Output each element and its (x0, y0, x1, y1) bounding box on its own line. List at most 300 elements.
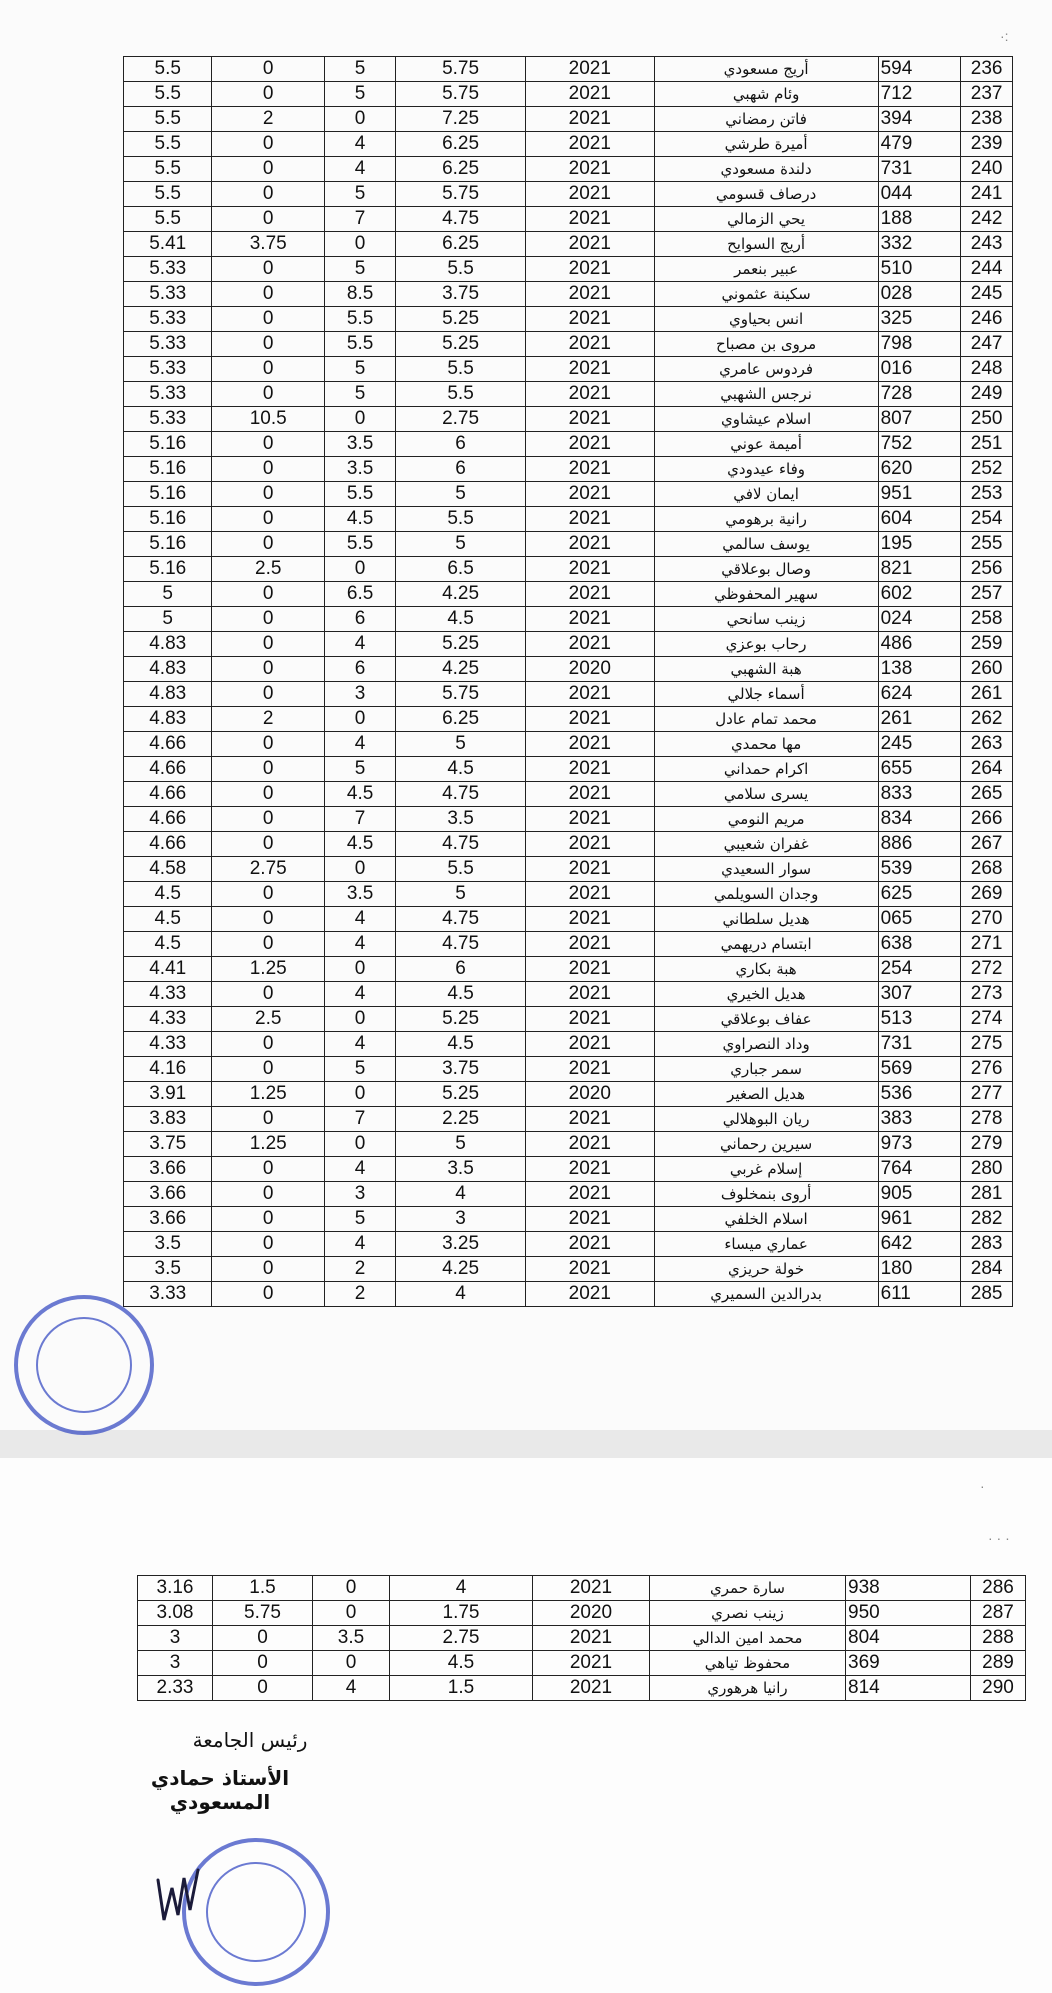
cell-avg: 5.5 (124, 132, 212, 157)
cell-c1: 4.25 (396, 1257, 526, 1282)
cell-name: ريان البوهلالي (654, 1107, 878, 1132)
cell-c2: 5 (324, 757, 395, 782)
cell-avg: 5.33 (124, 357, 212, 382)
cell-c3: 0 (212, 1232, 325, 1257)
university-stamp (14, 1295, 154, 1435)
cell-c3: 2.75 (212, 857, 325, 882)
cell-avg: 5.41 (124, 232, 212, 257)
cell-avg: 5 (124, 607, 212, 632)
cell-name: يوسف سالمي (654, 532, 878, 557)
cell-no: 260 (961, 657, 1013, 682)
cell-name: ابتسام دريهمي (654, 932, 878, 957)
cell-c1: 4.75 (396, 907, 526, 932)
cell-id: 833 (878, 782, 961, 807)
cell-c2: 5.5 (324, 332, 395, 357)
cell-avg: 5.33 (124, 257, 212, 282)
cell-c3: 0 (212, 582, 325, 607)
cell-id: 973 (878, 1132, 961, 1157)
cell-c3: 1.5 (213, 1576, 313, 1601)
cell-avg: 3 (138, 1626, 213, 1651)
cell-id: 804 (846, 1626, 971, 1651)
cell-year: 2021 (525, 982, 654, 1007)
cell-name: سارة حمري (650, 1576, 846, 1601)
cell-c2: 2 (324, 1282, 395, 1307)
footer-signatory-name: الأستاذ حمادي المسعودي (150, 1766, 290, 1814)
cell-id: 807 (878, 407, 961, 432)
table-row (124, 82, 1013, 107)
cell-no: 237 (961, 82, 1013, 107)
cell-c1: 5.25 (396, 1007, 526, 1032)
cell-c2: 3 (324, 1182, 395, 1207)
cell-c2: 4 (324, 982, 395, 1007)
table-row (124, 657, 1013, 682)
table-row (124, 1107, 1013, 1132)
cell-c3: 0 (212, 382, 325, 407)
cell-avg: 4.5 (124, 882, 212, 907)
cell-year: 2021 (525, 832, 654, 857)
cell-no: 267 (961, 832, 1013, 857)
table-row (124, 532, 1013, 557)
cell-avg: 5.16 (124, 432, 212, 457)
cell-c1: 5.5 (396, 507, 526, 532)
cell-c2: 5.5 (324, 482, 395, 507)
table-row (138, 1576, 1026, 1601)
table-row (124, 1282, 1013, 1307)
cell-no: 268 (961, 857, 1013, 882)
cell-c3: 0 (212, 507, 325, 532)
cell-id: 731 (878, 157, 961, 182)
cell-c2: 5 (324, 382, 395, 407)
speck-mark: · · · (988, 1530, 1010, 1546)
cell-year: 2021 (525, 532, 654, 557)
cell-id: 712 (878, 82, 961, 107)
cell-name: عبير بنعمر (654, 257, 878, 282)
cell-avg: 5.16 (124, 532, 212, 557)
cell-c3: 0 (212, 782, 325, 807)
cell-avg: 5.16 (124, 457, 212, 482)
cell-name: نرجس الشهبي (654, 382, 878, 407)
cell-avg: 4.58 (124, 857, 212, 882)
cell-c1: 5.75 (396, 57, 526, 82)
cell-c1: 3.5 (396, 1157, 526, 1182)
cell-c3: 0 (212, 757, 325, 782)
cell-no: 280 (961, 1157, 1013, 1182)
cell-year: 2021 (525, 682, 654, 707)
cell-year: 2021 (525, 757, 654, 782)
cell-c1: 5.5 (396, 357, 526, 382)
table-row (124, 182, 1013, 207)
cell-no: 283 (961, 1232, 1013, 1257)
cell-c3: 0 (212, 82, 325, 107)
cell-c1: 5.75 (396, 682, 526, 707)
cell-year: 2020 (533, 1601, 650, 1626)
cell-c1: 4.5 (396, 1032, 526, 1057)
cell-c1: 4.75 (396, 932, 526, 957)
cell-c1: 3.5 (396, 807, 526, 832)
cell-c2: 7 (324, 207, 395, 232)
cell-c1: 5 (396, 732, 526, 757)
cell-c1: 6.5 (396, 557, 526, 582)
cell-id: 642 (878, 1232, 961, 1257)
cell-id: 261 (878, 707, 961, 732)
table-row (124, 282, 1013, 307)
cell-id: 951 (878, 482, 961, 507)
table-row (124, 1157, 1013, 1182)
cell-no: 261 (961, 682, 1013, 707)
cell-avg: 3.5 (124, 1257, 212, 1282)
cell-c1: 5 (396, 482, 526, 507)
cell-c3: 1.25 (212, 957, 325, 982)
cell-no: 278 (961, 1107, 1013, 1132)
results-table-2 (137, 1575, 1026, 1701)
cell-name: دلندة مسعودي (654, 157, 878, 182)
cell-year: 2021 (525, 1207, 654, 1232)
cell-c1: 5.5 (396, 257, 526, 282)
cell-name: مريم النومي (654, 807, 878, 832)
cell-year: 2021 (525, 1007, 654, 1032)
cell-name: يسرى سلامي (654, 782, 878, 807)
cell-c2: 5 (324, 57, 395, 82)
table-row (124, 1132, 1013, 1157)
cell-c3: 0 (212, 282, 325, 307)
cell-id: 938 (846, 1576, 971, 1601)
cell-c2: 6 (324, 607, 395, 632)
cell-c3: 0 (212, 907, 325, 932)
cell-c2: 4 (324, 632, 395, 657)
cell-year: 2021 (525, 632, 654, 657)
cell-year: 2021 (525, 157, 654, 182)
cell-id: 638 (878, 932, 961, 957)
table-row (124, 57, 1013, 82)
cell-year: 2021 (525, 457, 654, 482)
cell-c2: 4 (324, 907, 395, 932)
cell-avg: 4.66 (124, 757, 212, 782)
cell-avg: 4.66 (124, 832, 212, 857)
cell-no: 285 (961, 1282, 1013, 1307)
cell-c3: 0 (212, 482, 325, 507)
table-row (124, 557, 1013, 582)
cell-no: 271 (961, 932, 1013, 957)
cell-c3: 2.5 (212, 557, 325, 582)
cell-name: إسلام غربي (654, 1157, 878, 1182)
cell-c2: 5 (324, 257, 395, 282)
cell-id: 821 (878, 557, 961, 582)
cell-name: هديل الخيري (654, 982, 878, 1007)
cell-c1: 4.5 (390, 1651, 533, 1676)
cell-c3: 0 (212, 57, 325, 82)
cell-year: 2021 (525, 57, 654, 82)
cell-c1: 6 (396, 957, 526, 982)
cell-avg: 4.33 (124, 982, 212, 1007)
cell-c1: 5.5 (396, 382, 526, 407)
cell-avg: 5.16 (124, 507, 212, 532)
cell-id: 044 (878, 182, 961, 207)
cell-name: سوار السعيدي (654, 857, 878, 882)
cell-no: 255 (961, 532, 1013, 557)
cell-no: 249 (961, 382, 1013, 407)
cell-id: 604 (878, 507, 961, 532)
cell-avg: 5.5 (124, 82, 212, 107)
cell-c2: 0 (324, 232, 395, 257)
cell-name: هديل سلطاني (654, 907, 878, 932)
cell-c2: 4.5 (324, 507, 395, 532)
cell-year: 2021 (525, 357, 654, 382)
cell-avg: 5.5 (124, 107, 212, 132)
cell-id: 834 (878, 807, 961, 832)
table-row (124, 107, 1013, 132)
cell-id: 539 (878, 857, 961, 882)
table-row (124, 457, 1013, 482)
cell-name: سهير المحفوظي (654, 582, 878, 607)
cell-no: 286 (971, 1576, 1026, 1601)
table-row (124, 632, 1013, 657)
cell-c3: 0 (212, 932, 325, 957)
cell-c2: 0 (324, 107, 395, 132)
cell-no: 242 (961, 207, 1013, 232)
cell-avg: 4.16 (124, 1057, 212, 1082)
cell-no: 257 (961, 582, 1013, 607)
cell-year: 2021 (525, 582, 654, 607)
cell-avg: 4.33 (124, 1032, 212, 1057)
cell-id: 814 (846, 1676, 971, 1701)
cell-c1: 6.25 (396, 232, 526, 257)
cell-c1: 5.25 (396, 307, 526, 332)
cell-year: 2021 (525, 257, 654, 282)
cell-id: 752 (878, 432, 961, 457)
cell-c3: 0 (212, 332, 325, 357)
table-row (124, 1082, 1013, 1107)
cell-c3: 0 (212, 682, 325, 707)
table-row (124, 207, 1013, 232)
cell-c2: 4 (324, 1232, 395, 1257)
cell-c2: 4.5 (324, 782, 395, 807)
cell-c3: 2 (212, 107, 325, 132)
cell-year: 2021 (533, 1576, 650, 1601)
results-table-1-body (124, 57, 1013, 1307)
cell-c2: 5 (324, 357, 395, 382)
speck-mark: · (980, 1478, 985, 1494)
cell-c3: 0 (212, 182, 325, 207)
table-row (124, 857, 1013, 882)
cell-c2: 4 (324, 132, 395, 157)
cell-c1: 4.25 (396, 657, 526, 682)
cell-year: 2021 (533, 1626, 650, 1651)
cell-id: 510 (878, 257, 961, 282)
cell-year: 2021 (525, 282, 654, 307)
cell-c3: 0 (213, 1651, 313, 1676)
cell-year: 2021 (525, 957, 654, 982)
cell-name: أميرة طرشي (654, 132, 878, 157)
table-row (124, 332, 1013, 357)
cell-avg: 4.5 (124, 932, 212, 957)
cell-id: 016 (878, 357, 961, 382)
cell-no: 256 (961, 557, 1013, 582)
cell-year: 2021 (525, 607, 654, 632)
cell-name: أريج مسعودي (654, 57, 878, 82)
cell-c2: 0 (324, 557, 395, 582)
cell-no: 269 (961, 882, 1013, 907)
table-row (124, 382, 1013, 407)
cell-id: 332 (878, 232, 961, 257)
cell-c1: 7.25 (396, 107, 526, 132)
cell-name: أميمة عوني (654, 432, 878, 457)
cell-name: زينب نصري (650, 1601, 846, 1626)
cell-c2: 0 (324, 707, 395, 732)
cell-no: 289 (971, 1651, 1026, 1676)
cell-c2: 3.5 (324, 432, 395, 457)
cell-year: 2021 (525, 332, 654, 357)
cell-c2: 7 (324, 1107, 395, 1132)
cell-name: أروى بنمخلوف (654, 1182, 878, 1207)
cell-id: 369 (846, 1651, 971, 1676)
cell-c2: 4 (324, 1032, 395, 1057)
cell-name: محمد امين الدالي (650, 1626, 846, 1651)
cell-id: 254 (878, 957, 961, 982)
cell-avg: 2.33 (138, 1676, 213, 1701)
cell-avg: 3.75 (124, 1132, 212, 1157)
cell-no: 266 (961, 807, 1013, 832)
cell-name: محمد تمام عادل (654, 707, 878, 732)
table-row (124, 782, 1013, 807)
cell-year: 2021 (525, 1232, 654, 1257)
cell-no: 241 (961, 182, 1013, 207)
table-row (124, 407, 1013, 432)
cell-no: 254 (961, 507, 1013, 532)
cell-c2: 0 (324, 1007, 395, 1032)
cell-c1: 4.5 (396, 757, 526, 782)
cell-id: 188 (878, 207, 961, 232)
cell-c1: 5.75 (396, 182, 526, 207)
cell-name: وداد النصراوي (654, 1032, 878, 1057)
cell-c3: 0 (212, 157, 325, 182)
cell-year: 2021 (525, 907, 654, 932)
cell-c1: 3.25 (396, 1232, 526, 1257)
cell-no: 250 (961, 407, 1013, 432)
cell-name: محفوظ تياهي (650, 1651, 846, 1676)
signature-mark (150, 1860, 230, 1930)
cell-name: وفاء عيدودي (654, 457, 878, 482)
cell-avg: 3.66 (124, 1182, 212, 1207)
cell-year: 2021 (525, 1182, 654, 1207)
cell-c2: 0 (324, 1082, 395, 1107)
cell-year: 2021 (525, 1282, 654, 1307)
cell-avg: 3.33 (124, 1282, 212, 1307)
cell-name: سيرين رحماني (654, 1132, 878, 1157)
cell-c1: 5 (396, 882, 526, 907)
table-row (124, 232, 1013, 257)
cell-avg: 5.33 (124, 382, 212, 407)
cell-c1: 5.5 (396, 857, 526, 882)
table-row (138, 1601, 1026, 1626)
cell-c2: 4 (313, 1676, 390, 1701)
cell-name: زينب سانحي (654, 607, 878, 632)
results-table-2-body (138, 1576, 1026, 1701)
cell-c1: 4 (396, 1182, 526, 1207)
cell-c2: 4 (324, 1157, 395, 1182)
cell-c3: 5.75 (213, 1601, 313, 1626)
cell-avg: 3.5 (124, 1232, 212, 1257)
cell-no: 248 (961, 357, 1013, 382)
cell-avg: 5.5 (124, 182, 212, 207)
cell-avg: 3.83 (124, 1107, 212, 1132)
cell-no: 281 (961, 1182, 1013, 1207)
cell-year: 2021 (525, 1132, 654, 1157)
cell-no: 263 (961, 732, 1013, 757)
cell-name: رحاب بوعزي (654, 632, 878, 657)
cell-avg: 3.16 (138, 1576, 213, 1601)
cell-name: وجدان السويلمي (654, 882, 878, 907)
cell-c2: 4.5 (324, 832, 395, 857)
cell-no: 246 (961, 307, 1013, 332)
cell-c2: 0 (313, 1651, 390, 1676)
cell-c3: 0 (212, 1032, 325, 1057)
cell-no: 284 (961, 1257, 1013, 1282)
cell-c2: 3.5 (324, 882, 395, 907)
cell-year: 2021 (525, 1257, 654, 1282)
cell-year: 2021 (525, 807, 654, 832)
cell-no: 279 (961, 1132, 1013, 1157)
cell-c1: 4.5 (396, 607, 526, 632)
cell-avg: 5.33 (124, 307, 212, 332)
cell-year: 2021 (525, 782, 654, 807)
cell-year: 2020 (525, 1082, 654, 1107)
cell-year: 2021 (533, 1676, 650, 1701)
table-row (124, 157, 1013, 182)
cell-c3: 0 (212, 882, 325, 907)
cell-name: عماري ميساء (654, 1232, 878, 1257)
cell-c3: 0 (212, 632, 325, 657)
cell-no: 243 (961, 232, 1013, 257)
cell-year: 2021 (525, 82, 654, 107)
cell-year: 2021 (525, 182, 654, 207)
cell-c1: 5.75 (396, 82, 526, 107)
speck-mark: ·: (1000, 28, 1009, 44)
cell-id: 620 (878, 457, 961, 482)
table-row (124, 1232, 1013, 1257)
cell-no: 288 (971, 1626, 1026, 1651)
cell-c1: 4.5 (396, 982, 526, 1007)
table-row (124, 1207, 1013, 1232)
cell-c3: 0 (212, 732, 325, 757)
cell-c3: 0 (212, 1157, 325, 1182)
cell-c3: 0 (212, 457, 325, 482)
cell-c2: 5 (324, 82, 395, 107)
cell-c3: 0 (212, 657, 325, 682)
cell-avg: 3.08 (138, 1601, 213, 1626)
cell-c1: 4.25 (396, 582, 526, 607)
cell-c2: 5 (324, 1057, 395, 1082)
cell-c3: 0 (212, 1257, 325, 1282)
cell-year: 2021 (525, 132, 654, 157)
cell-id: 961 (878, 1207, 961, 1232)
cell-id: 611 (878, 1282, 961, 1307)
cell-id: 728 (878, 382, 961, 407)
cell-no: 276 (961, 1057, 1013, 1082)
cell-no: 282 (961, 1207, 1013, 1232)
cell-name: اكرام حمداني (654, 757, 878, 782)
cell-no: 240 (961, 157, 1013, 182)
table-row (138, 1651, 1026, 1676)
cell-no: 258 (961, 607, 1013, 632)
cell-avg: 4.66 (124, 732, 212, 757)
cell-year: 2020 (525, 657, 654, 682)
cell-year: 2021 (525, 482, 654, 507)
cell-year: 2021 (525, 1107, 654, 1132)
cell-avg: 5.16 (124, 557, 212, 582)
cell-id: 536 (878, 1082, 961, 1107)
cell-no: 244 (961, 257, 1013, 282)
cell-c3: 3.75 (212, 232, 325, 257)
